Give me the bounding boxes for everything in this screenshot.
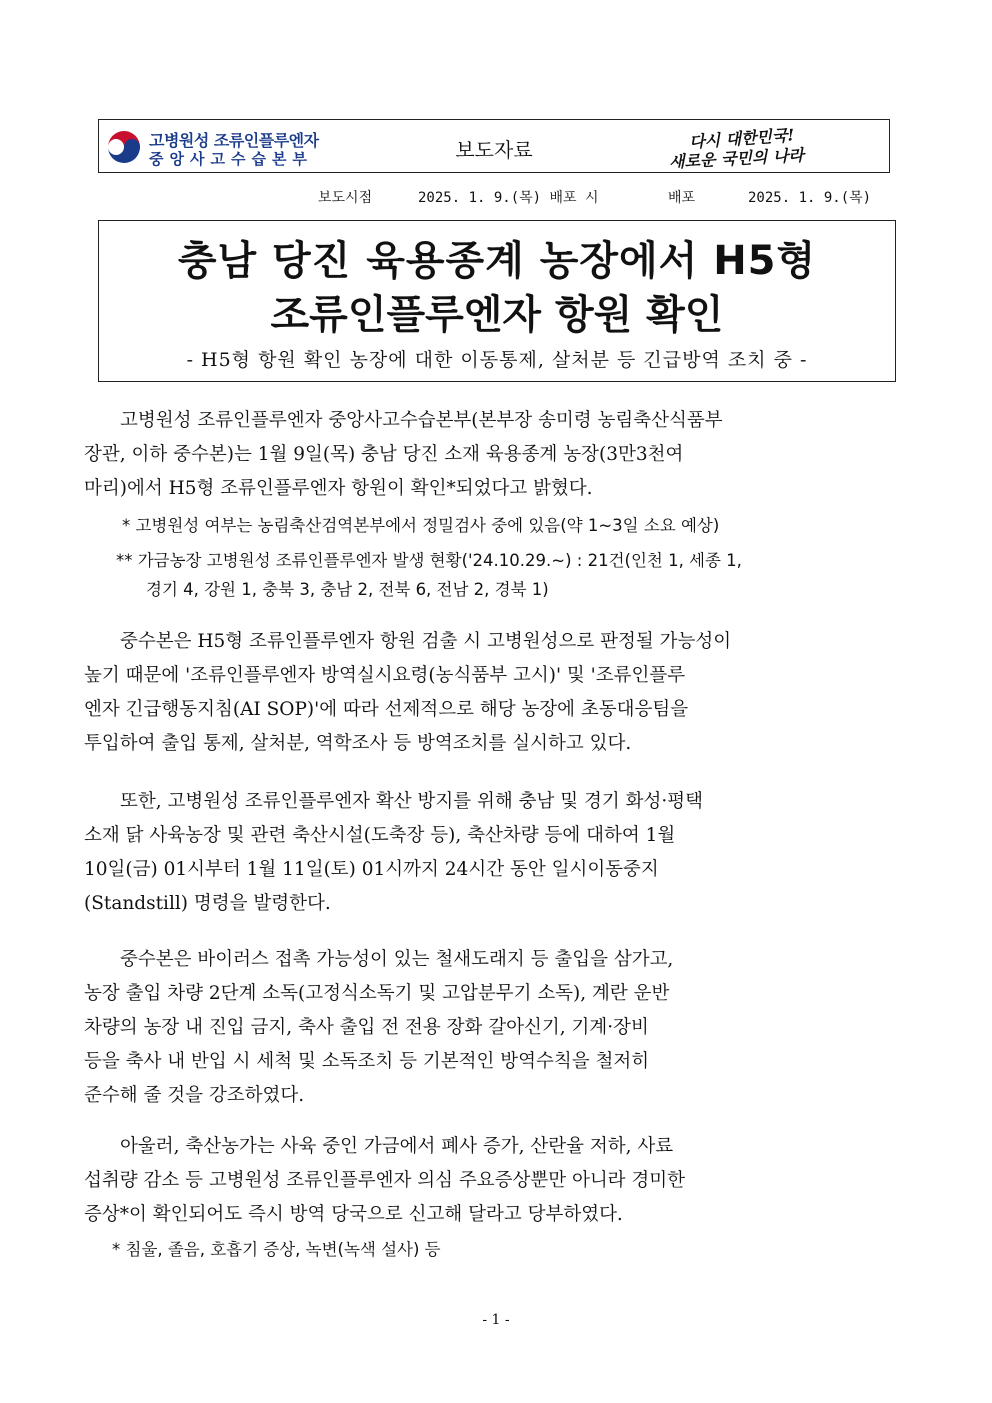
paragraph-line: 마리)에서 H5형 조류인플루엔자 항원이 확인*되었다고 밝혔다. bbox=[84, 478, 593, 499]
headline-box bbox=[98, 220, 896, 382]
subheadline: - H5형 항원 확인 농장에 대한 이동통제, 살처분 등 긴급방역 조치 중 - bbox=[186, 349, 808, 371]
paragraph-1 bbox=[84, 404, 896, 506]
headline-line1: 충남 당진 육용종계 농장에서 H5형 bbox=[177, 238, 817, 284]
paragraph-line: 또한, 고병원성 조류인플루엔자 확산 방지를 위해 충남 및 경기 화성·평택 bbox=[120, 791, 703, 812]
paragraph-line: 장관, 이하 중수본)는 1월 9일(목) 충남 당진 소재 육용종계 농장(3만3천여 bbox=[84, 444, 684, 465]
header-banner bbox=[98, 119, 890, 173]
release-time-value: 2025. 1. 9.(목) 배포 시 bbox=[418, 190, 599, 206]
paragraph-5 bbox=[84, 1130, 896, 1232]
logo-line2: 중앙사고수습본부 bbox=[149, 150, 313, 168]
release-time-label: 보도시점 bbox=[318, 190, 373, 206]
paragraph-line: 섭취량 감소 등 고병원성 조류인플루엔자 의심 주요증상뿐만 아니라 경미한 bbox=[84, 1170, 686, 1191]
distribution-value: 2025. 1. 9.(목) bbox=[748, 190, 872, 206]
distribution-label: 배포 bbox=[668, 190, 696, 206]
paragraph-line: 소재 닭 사육농장 및 관련 축산시설(도축장 등), 축산차량 등에 대하여 1월 bbox=[84, 825, 676, 846]
government-slogan bbox=[668, 125, 859, 172]
footnote-2-line2: 경기 4, 강원 1, 충북 3, 충남 2, 전북 6, 전남 2, 경북 1) bbox=[146, 580, 549, 599]
paragraph-line: 농장 출입 차량 2단계 소독(고정식소독기 및 고압분무기 소독), 계란 운반 bbox=[84, 983, 670, 1004]
page-number: - 1 - bbox=[482, 1312, 510, 1328]
logo-line1: 고병원성 조류인플루엔자 bbox=[149, 131, 319, 150]
slogan-line1: 다시 대한민국! bbox=[688, 125, 795, 152]
paragraph-line: 고병원성 조류인플루엔자 중앙사고수습본부(본부장 송미령 농림축산식품부 bbox=[120, 410, 723, 431]
press-release-label: 보도자료 bbox=[455, 138, 533, 162]
paragraph-line: 증상*이 확인되어도 즉시 방역 당국으로 신고해 달라고 당부하였다. bbox=[84, 1204, 623, 1225]
slogan-line2: 새로운 국민의 나라 bbox=[668, 145, 805, 172]
paragraph-line: 아울러, 축산농가는 사육 중인 가금에서 폐사 증가, 산란율 저하, 사료 bbox=[120, 1136, 674, 1157]
paragraph-line: (Standstill) 명령을 발령한다. bbox=[84, 893, 331, 914]
footnote-3: * 침울, 졸음, 호흡기 증상, 녹변(녹색 설사) 등 bbox=[112, 1240, 441, 1259]
footnote-2-line1: ** 가금농장 고병원성 조류인플루엔자 발생 현황('24.10.29.~) : 21건(인천 1, 세종 1, bbox=[116, 551, 742, 570]
paragraph-line: 10일(금) 01시부터 1월 11일(토) 01시까지 24시간 동안 일시이동중지 bbox=[84, 859, 659, 880]
paragraph-line: 투입하여 출입 통제, 살처분, 역학조사 등 방역조치를 실시하고 있다. bbox=[84, 733, 632, 754]
paragraph-line: 높기 때문에 '조류인플루엔자 방역실시요령(농식품부 고시)' 및 '조류인플루 bbox=[84, 665, 686, 686]
paragraph-line: 차량의 농장 내 진입 금지, 축사 출입 전 전용 장화 갈아신기, 기계·장비 bbox=[84, 1017, 649, 1038]
paragraph-line: 준수해 줄 것을 강조하였다. bbox=[84, 1085, 305, 1106]
paragraph-line: 중수본은 H5형 조류인플루엔자 항원 검출 시 고병원성으로 판정될 가능성이 bbox=[120, 631, 732, 652]
paragraph-line: 등을 축사 내 반입 시 세척 및 소독조치 등 기본적인 방역수칙을 철저히 bbox=[84, 1051, 650, 1072]
footnote-1: * 고병원성 여부는 농림축산검역본부에서 정밀검사 중에 있음(약 1~3일 소요 예상) bbox=[122, 516, 720, 535]
headline-line2: 조류인플루엔자 항원 확인 bbox=[270, 292, 724, 338]
paragraph-3 bbox=[84, 785, 896, 921]
paragraph-line: 중수본은 바이러스 접촉 가능성이 있는 철새도래지 등 출입을 삼가고, bbox=[120, 949, 674, 970]
paragraph-4 bbox=[84, 943, 896, 1113]
paragraph-line: 엔자 긴급행동지침(AI SOP)'에 따라 선제적으로 해당 농장에 초동대응팀을 bbox=[84, 699, 689, 720]
paragraph-2 bbox=[84, 625, 896, 761]
